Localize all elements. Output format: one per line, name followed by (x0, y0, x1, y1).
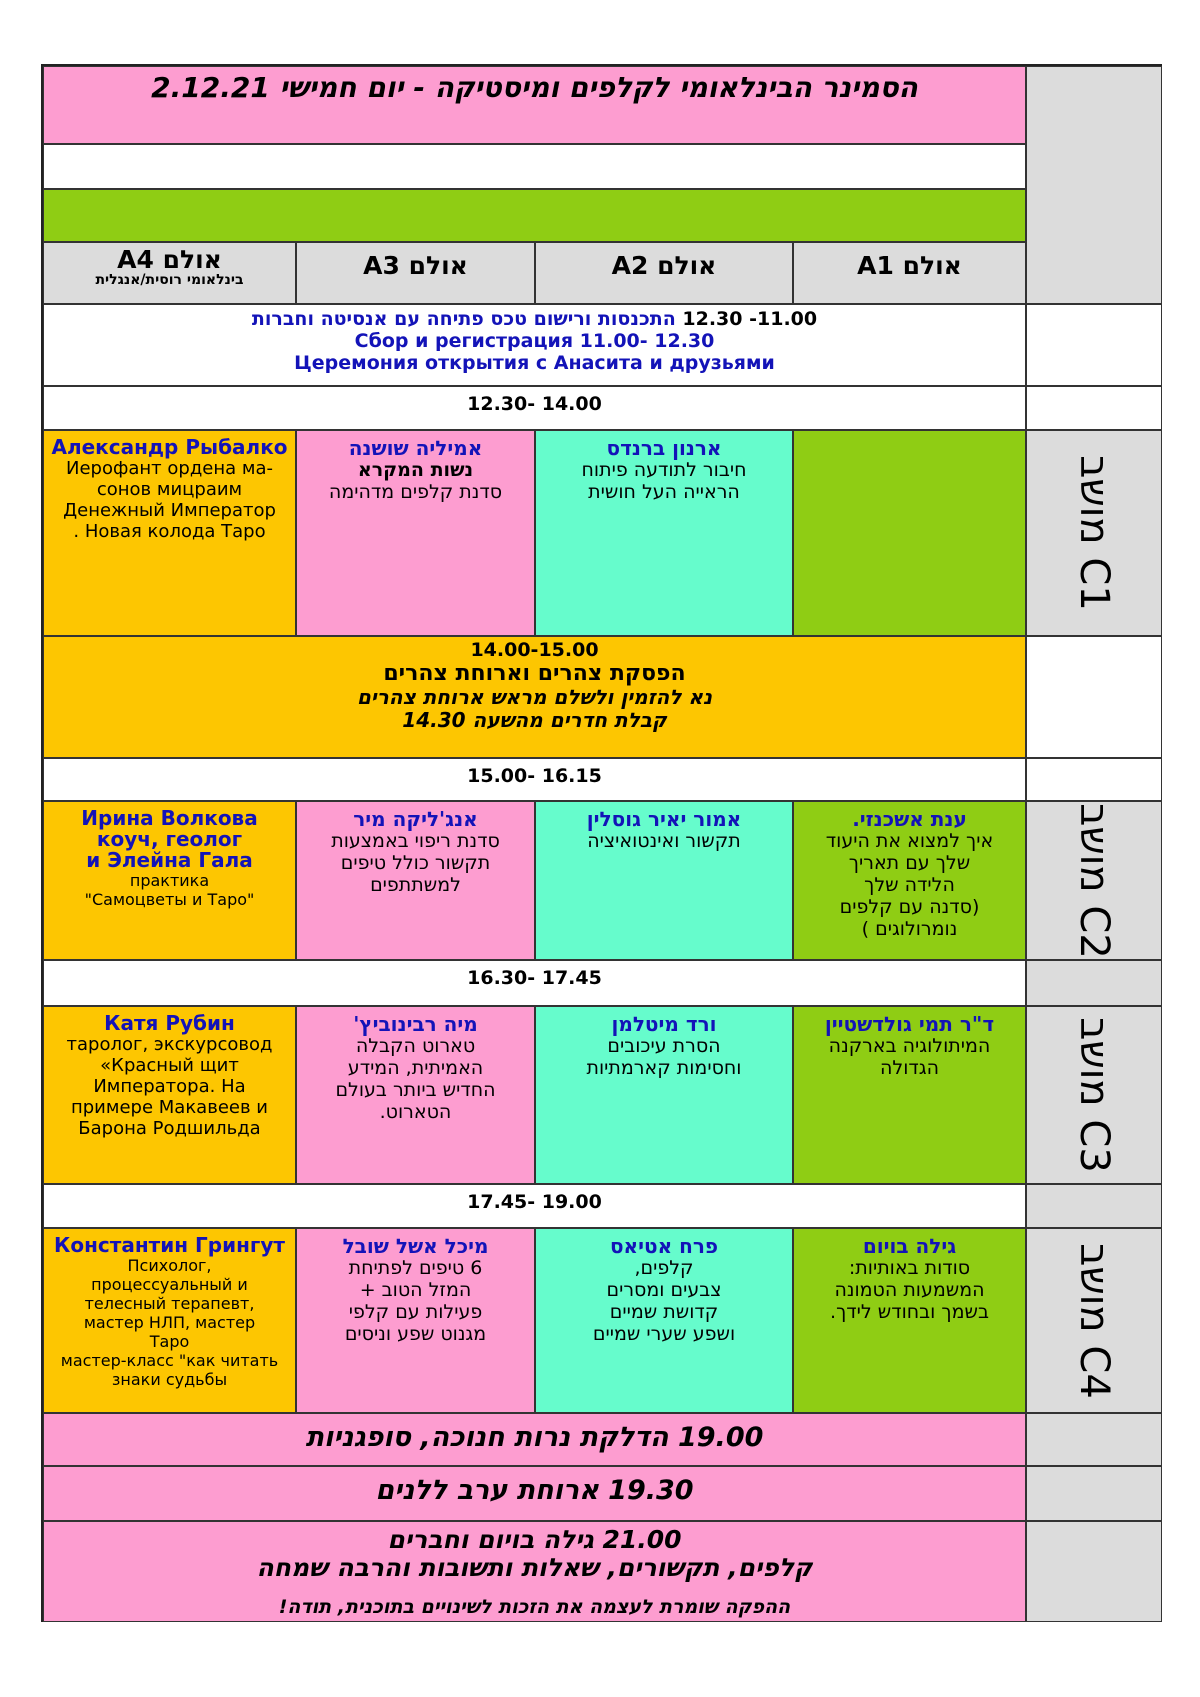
time-row-c1: 12.30- 14.00 (43, 386, 1026, 430)
session-label-c1: מושב C1 (1026, 430, 1162, 636)
session-c4-a2: פרח אטיאס קלפים, צבעים ומסרים קדושת שמיים ושפע שערי שמיים (535, 1228, 793, 1413)
side-cell (1026, 1521, 1162, 1622)
speaker-name: ורד מיטלמן (611, 1012, 717, 1036)
evening-show-row: 21.00 גילה בויום וחברים קלפים, תקשורים, שאלות ותשובות והרבה שמחה ההפקה שומרת לעצמה את הזכות לשינויים בתוכנית, תודה! (43, 1521, 1026, 1622)
dinner-row: 19.30 ארוחת ערב ללנים (43, 1466, 1026, 1521)
hall-header-a2: אולם A2 (535, 242, 793, 304)
session-c4-a4: Константин Грингут Психолог, процессуальный и телесный терапевт, мастер НЛП, мастер Таро мастер-класс "как читать знаки судьбы (43, 1228, 296, 1413)
side-cell (1026, 1413, 1162, 1466)
session-c1-a2: ארנון ברנדס חיבור לתודעה פיתוח הראייה העל חושית (535, 430, 793, 636)
speaker-name: אמור יאיר גוסלין (586, 807, 742, 831)
session-c3-a1: ד"ר תמי גולדשטיין המיתולוגיה בארקנה הגדולה (793, 1006, 1026, 1184)
speaker-name: Константин Грингут (53, 1233, 286, 1257)
side-header-cell (1026, 66, 1162, 304)
session-c1-a3: אמיליה שושנה נשות המקרא סדנת קלפים מדהימה (296, 430, 535, 636)
opening-time: 11.00- 12.30 (682, 308, 818, 330)
side-cell (1026, 636, 1162, 758)
opening-russian-2: Церемония открытия с Анасита и друзьями (294, 352, 775, 374)
side-cell (1026, 1184, 1162, 1228)
opening-row (43, 304, 1026, 386)
speaker-name: Катя Рубин (104, 1011, 235, 1035)
session-c2-a4: Ирина Волкова коуч, геолог и Элейна Гала практика "Самоцветы и Таро" (43, 801, 296, 960)
session-c3-a2: ורד מיטלמן הסרת עיכובים וחסימות קארמתיות (535, 1006, 793, 1184)
session-c2-a3: אנג'ליקה מיר סדנת ריפוי באמצעות תקשור כולל טיפים למשתתפים (296, 801, 535, 960)
session-c2-a1: ענת אשכנזי. איך למצוא את היעוד שלך עם תאריך הלידה שלך (סדנה עם קלפים נומרולוגים ) (793, 801, 1026, 960)
session-c3-a4: Катя Рубин таролог, экскурсовод «Красный щит Императора. На примере Макавеев и Барона Родшильда (43, 1006, 296, 1184)
session-c3-a3: מיה רבינוביץ' טארוט הקבלה האמיתית, המידע החדיש ביותר בעולם הטארוט. (296, 1006, 535, 1184)
lunch-row: 14.00-15.00 הפסקת צהרים וארוחת צהרים נא להזמין ולשלם מראש ארוחת צהרים קבלת חדרים מהשעה 14.30 (43, 636, 1026, 758)
speaker-name: Александр Рыбалко (51, 435, 288, 459)
blank-row (43, 144, 1026, 189)
session-label-c3: מושב C3 (1026, 1006, 1162, 1184)
schedule-table (41, 64, 1162, 1622)
speaker-name: ארנון ברנדס (606, 436, 722, 460)
side-cell (1026, 304, 1162, 386)
session-c4-a1: גילה בויום סודות באותיות: המשמעות הטמונה בשמך ובחודש לידך. (793, 1228, 1026, 1413)
hall-header-a1: אולם A1 (793, 242, 1026, 304)
side-cell (1026, 960, 1162, 1006)
session-label-c2: מושב C2 (1026, 801, 1162, 960)
speaker-name: ענת אשכנזי. (852, 807, 967, 831)
speaker-name: גילה בויום (862, 1234, 957, 1258)
speaker-name: מיכל אשל שובל (342, 1234, 489, 1258)
speaker-name: ד"ר תמי גולדשטיין (824, 1012, 995, 1036)
session-c1-a4: Александр Рыбалко Иерофант ордена ма- сонов мицраим Денежный Император . Новая колода Таро (43, 430, 296, 636)
time-row-c4: 17.45- 19.00 (43, 1184, 1026, 1228)
opening-russian-1: Сбор и регистрация 11.00- 12.30 (354, 330, 715, 352)
session-c1-a1 (793, 430, 1026, 636)
disclaimer: ההפקה שומרת לעצמה את הזכות לשינויים בתוכנית, תודה! (278, 1596, 791, 1618)
hall-header-a3: אולם A3 (296, 242, 535, 304)
speaker-name: פרח אטיאס (609, 1234, 719, 1258)
session-c4-a3: מיכל אשל שובל 6 טיפים לפתיחת המזל הטוב + פעילות עם קלפי מגנוט שפע וניסים (296, 1228, 535, 1413)
side-cell (1026, 386, 1162, 430)
hall-header-a4: אולם A4 בינלאומי רוסית/אנגלית (43, 242, 296, 304)
green-band (43, 189, 1026, 242)
time-row-c3: 16.30- 17.45 (43, 960, 1026, 1006)
side-cell (1026, 1466, 1162, 1521)
speaker-name: אנג'ליקה מיר (353, 807, 478, 831)
side-cell (1026, 758, 1162, 801)
candles-row: 19.00 הדלקת נרות חנוכה, סופגניות (43, 1413, 1026, 1466)
session-c2-a2: אמור יאיר גוסלין תקשור ואינטואיציה (535, 801, 793, 960)
speaker-name: מיה רבינוביץ' (353, 1012, 478, 1036)
time-row-c2: 15.00- 16.15 (43, 758, 1026, 801)
page-title: הסמינר הבינלאומי לקלפים ומיסטיקה - יום חמישי 2.12.21 (43, 66, 1026, 144)
opening-text: התכנסות ורישום טכס פתיחה עם אנסיטה וחברות (251, 308, 676, 330)
speaker-name: אמיליה שושנה (348, 436, 483, 460)
session-label-c4: מושב C4 (1026, 1228, 1162, 1413)
